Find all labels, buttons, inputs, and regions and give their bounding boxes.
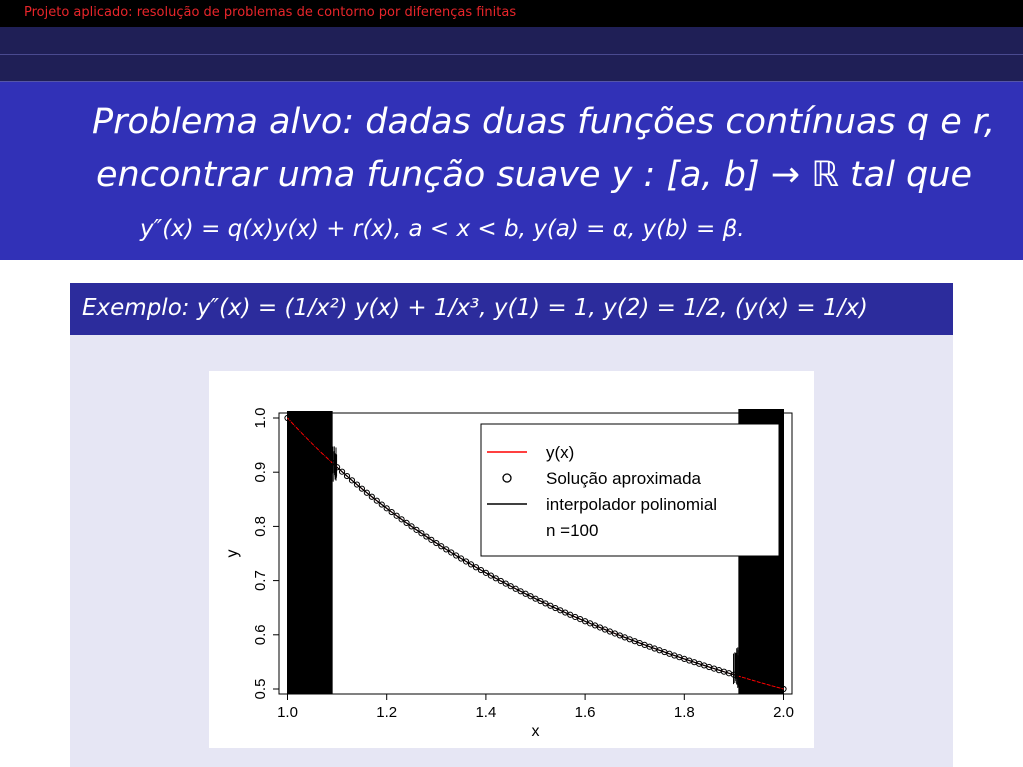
chart-svg [209, 371, 814, 748]
y-tick-label: 1.0 [252, 407, 269, 429]
example-title-bar [70, 283, 953, 335]
example-text: Exemplo: y″(x) = (1/x²) y(x) + 1/x³, y(1) = 1, y(2) = 1/2, (y(x) = 1/x) [82, 295, 868, 321]
plot-panel [209, 371, 814, 748]
header-title: Projeto aplicado: resolução de problemas de contorno por diferenças finitas [24, 5, 517, 20]
problem-block [0, 82, 1023, 260]
y-tick-label: 0.6 [252, 624, 269, 646]
problem-line-1: Problema alvo: dadas duas funções contínuas q e r, [92, 102, 996, 142]
y-tick-label: 0.8 [252, 515, 269, 537]
y-tick-label: 0.9 [252, 461, 269, 483]
x-tick-label: 1.6 [574, 704, 596, 721]
x-axis-label: x [531, 723, 540, 740]
header-band-1 [0, 27, 1023, 55]
problem-line-2: encontrar uma função suave y : [a, b] → ℝ tal que [96, 155, 972, 195]
legend-entry: y(x) [546, 443, 575, 462]
x-tick-label: 1.8 [673, 704, 695, 721]
x-tick-label: 1.0 [277, 704, 298, 721]
x-tick-label: 1.2 [376, 704, 398, 721]
x-tick-label: 2.0 [773, 704, 794, 721]
legend-entry: n =100 [546, 521, 599, 540]
x-tick-label: 1.4 [475, 704, 497, 721]
legend-entry: interpolador polinomial [546, 495, 718, 514]
header-band-2 [0, 55, 1023, 82]
problem-equation: y″(x) = q(x)y(x) + r(x), a < x < b, y(a) = α, y(b) = β. [140, 216, 745, 242]
y-tick-label: 0.5 [252, 678, 269, 700]
y-axis-label: y [224, 549, 241, 558]
header-bar [0, 0, 1023, 27]
interpolator-oscillation-band [287, 411, 333, 694]
y-tick-label: 0.7 [252, 570, 269, 592]
legend-entry: Solução aproximada [546, 469, 701, 488]
legend-box [481, 424, 779, 556]
